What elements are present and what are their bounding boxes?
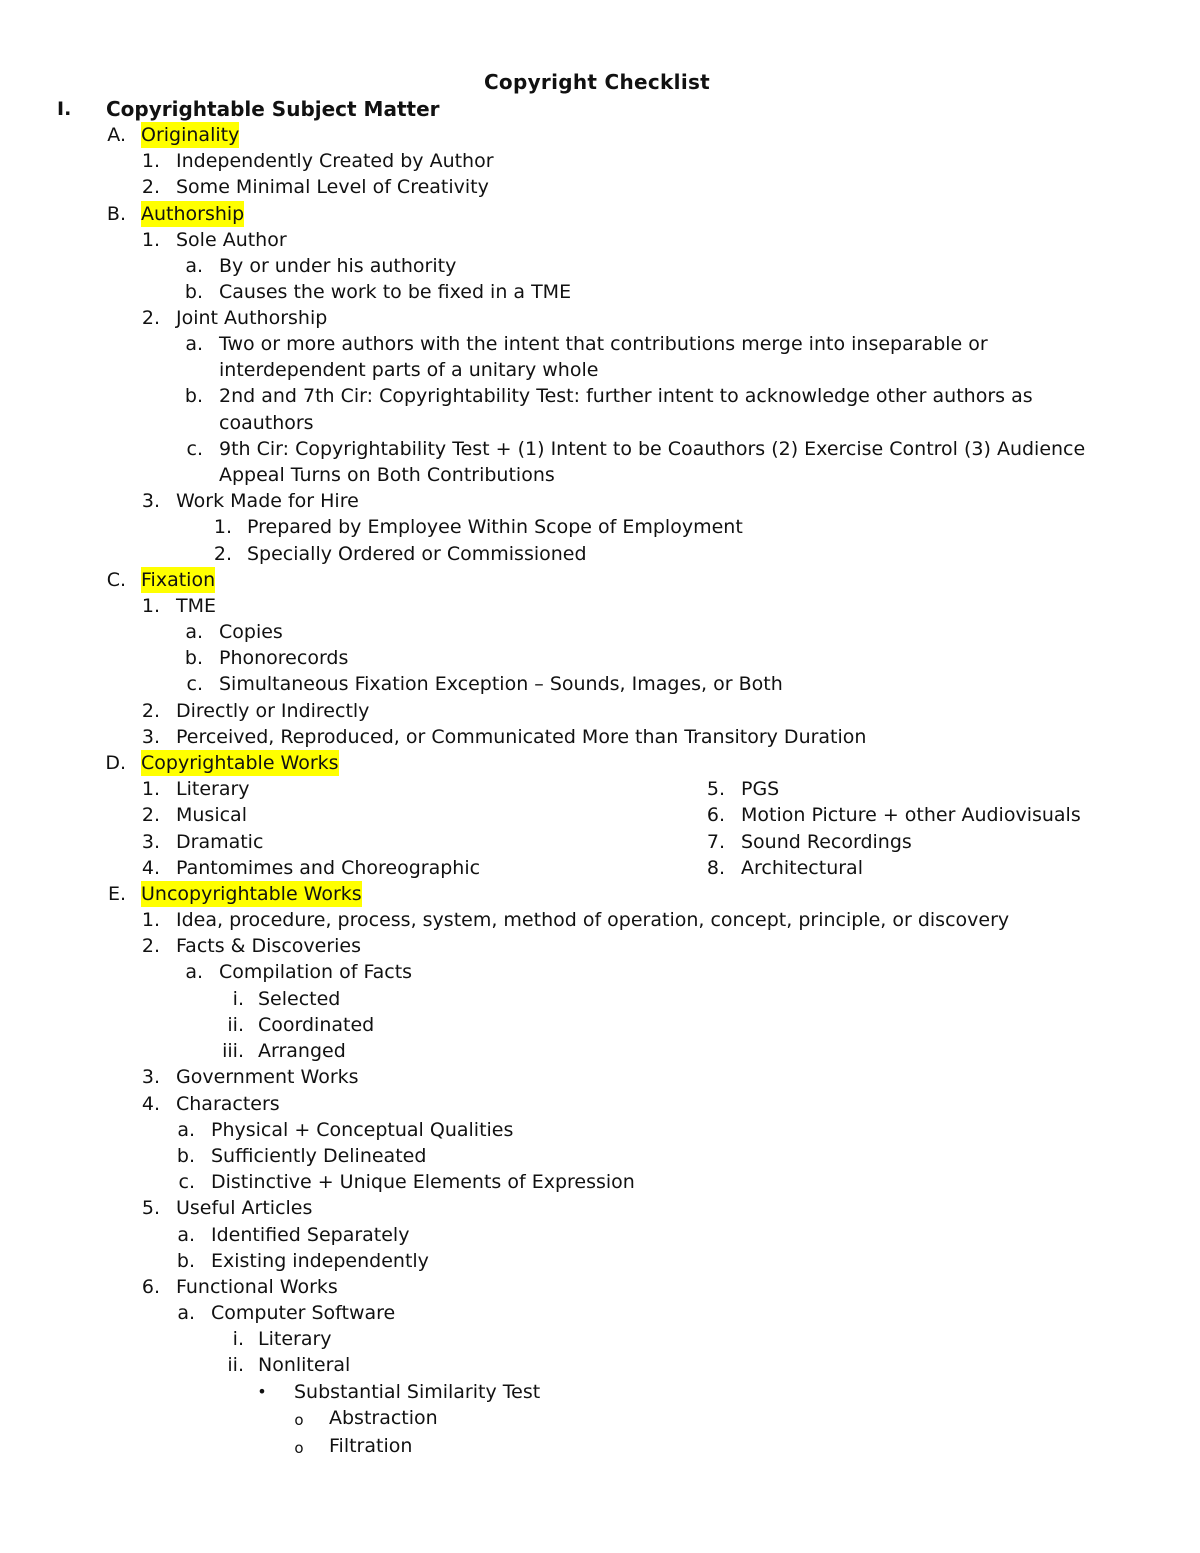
outline-marker: 5. — [706, 778, 725, 800]
outline-text: Literary — [258, 1328, 332, 1350]
outline-marker: 3. — [141, 726, 160, 748]
outline-marker: A. — [107, 124, 126, 146]
highlighted-heading: Originality — [141, 124, 240, 146]
outline-text: Directly or Indirectly — [176, 700, 370, 722]
outline-marker: 2. — [141, 307, 160, 329]
outline-text: Musical — [176, 804, 247, 826]
outline-marker: b. — [184, 385, 203, 407]
outline-text: Facts & Discoveries — [176, 935, 362, 957]
outline-text: Idea, procedure, process, system, method of operation, concept, principle, or discovery — [176, 909, 1010, 931]
outline-marker: b. — [184, 281, 203, 303]
outline-text: Computer Software — [211, 1302, 396, 1324]
outline-marker: 1. — [141, 150, 160, 172]
outline-marker: 1. — [141, 778, 160, 800]
outline-marker: C. — [106, 569, 126, 591]
outline-text: Some Minimal Level of Creativity — [176, 176, 489, 198]
outline-marker: 4. — [141, 857, 160, 879]
outline-marker: b. — [176, 1250, 195, 1272]
outline-marker: ii. — [227, 1014, 244, 1036]
outline-text: coauthors — [219, 412, 314, 434]
outline-text: Causes the work to be fixed in a TME — [219, 281, 572, 303]
outline-text: Prepared by Employee Within Scope of Employment — [247, 516, 743, 538]
outline-text: TME — [176, 595, 217, 617]
bullet-marker: o — [294, 1411, 304, 1429]
outline-text: Simultaneous Fixation Exception – Sounds, Images, or Both — [219, 673, 783, 695]
outline-text: Filtration — [329, 1435, 413, 1457]
outline-marker: a. — [177, 1302, 195, 1324]
outline-text: Characters — [176, 1093, 280, 1115]
outline-text: Two or more authors with the intent that contributions merge into inseparable or — [219, 333, 988, 355]
outline-marker: 2. — [213, 543, 232, 565]
outline-marker: 1. — [213, 516, 232, 538]
outline-text: 2nd and 7th Cir: Copyrightability Test: further intent to acknowledge other authors as — [219, 385, 1033, 407]
outline-text: Independently Created by Author — [176, 150, 494, 172]
outline-text: Government Works — [176, 1066, 359, 1088]
outline-marker: b. — [184, 647, 203, 669]
outline-text: Dramatic — [176, 831, 264, 853]
outline-marker: a. — [185, 333, 203, 355]
outline-text: Copies — [219, 621, 283, 643]
outline-marker: 2. — [141, 804, 160, 826]
outline-text: Specially Ordered or Commissioned — [247, 543, 587, 565]
bullet-marker: o — [294, 1439, 304, 1457]
highlighted-heading: Authorship — [141, 203, 245, 225]
outline-marker: 1. — [141, 595, 160, 617]
outline-text: Sole Author — [176, 229, 287, 251]
outline-marker: a. — [185, 255, 203, 277]
outline-text: Substantial Similarity Test — [294, 1381, 541, 1403]
outline-marker: 1. — [141, 229, 160, 251]
outline-text: Phonorecords — [219, 647, 349, 669]
outline-text: Literary — [176, 778, 250, 800]
outline-text: Motion Picture + other Audiovisuals — [741, 804, 1081, 826]
outline-marker: D. — [105, 752, 126, 774]
outline-text: PGS — [741, 778, 780, 800]
outline-text: Architectural — [741, 857, 863, 879]
outline-marker: 3. — [141, 831, 160, 853]
outline-text: Nonliteral — [258, 1354, 351, 1376]
outline-marker: E. — [107, 883, 126, 905]
outline-marker: 1. — [141, 909, 160, 931]
outline-text: Abstraction — [329, 1407, 438, 1429]
outline-marker: 5. — [141, 1197, 160, 1219]
outline-text: Arranged — [258, 1040, 346, 1062]
outline-text: Sound Recordings — [741, 831, 912, 853]
outline-text: interdependent parts of a unitary whole — [219, 359, 599, 381]
outline-marker: 2. — [141, 700, 160, 722]
outline-marker: 6. — [141, 1276, 160, 1298]
outline-text: Work Made for Hire — [176, 490, 359, 512]
outline-marker: a. — [177, 1119, 195, 1141]
outline-marker: c. — [186, 673, 203, 695]
outline-text: Perceived, Reproduced, or Communicated More than Transitory Duration — [176, 726, 867, 748]
outline-marker: 6. — [706, 804, 725, 826]
outline-marker: a. — [185, 621, 203, 643]
outline-marker: 7. — [706, 831, 725, 853]
outline-marker: b. — [176, 1145, 195, 1167]
page-title: Copyright Checklist — [483, 70, 711, 94]
outline-marker: I. — [57, 98, 72, 120]
outline-text: Sufficiently Delineated — [211, 1145, 427, 1167]
outline-text: Existing independently — [211, 1250, 429, 1272]
outline-heading-text: Copyrightable Subject Matter — [106, 97, 440, 121]
outline-marker: 2. — [141, 176, 160, 198]
outline-marker: i. — [232, 988, 244, 1010]
outline-marker: c. — [178, 1171, 195, 1193]
outline-marker: 3. — [141, 1066, 160, 1088]
outline-marker: 4. — [141, 1093, 160, 1115]
outline-text: 9th Cir: Copyrightability Test + (1) Intent to be Coauthors (2) Exercise Control (3) Audience — [219, 438, 1086, 460]
outline-text: Functional Works — [176, 1276, 338, 1298]
outline-text: Coordinated — [258, 1014, 375, 1036]
outline-text: Compilation of Facts — [219, 961, 413, 983]
outline-marker: iii. — [222, 1040, 244, 1062]
outline-text: Joint Authorship — [176, 307, 328, 329]
outline-marker: a. — [185, 961, 203, 983]
outline-text: Pantomimes and Choreographic — [176, 857, 481, 879]
outline-marker: c. — [186, 438, 203, 460]
outline-marker: 8. — [706, 857, 725, 879]
highlighted-heading: Copyrightable Works — [141, 752, 339, 774]
outline-text: Selected — [258, 988, 341, 1010]
outline-marker: 2. — [141, 935, 160, 957]
bullet-marker: • — [257, 1382, 267, 1401]
outline-text: By or under his authority — [219, 255, 457, 277]
highlighted-heading: Fixation — [141, 569, 216, 591]
outline-text: Distinctive + Unique Elements of Expression — [211, 1171, 635, 1193]
outline-marker: 3. — [141, 490, 160, 512]
outline-marker: B. — [106, 203, 126, 225]
highlighted-heading: Uncopyrightable Works — [141, 883, 362, 905]
outline-marker: ii. — [227, 1354, 244, 1376]
outline-marker: i. — [232, 1328, 244, 1350]
outline-text: Useful Articles — [176, 1197, 313, 1219]
outline-marker: a. — [177, 1224, 195, 1246]
outline-text: Physical + Conceptual Qualities — [211, 1119, 514, 1141]
outline-text: Appeal Turns on Both Contributions — [219, 464, 555, 486]
outline-text: Identified Separately — [211, 1224, 410, 1246]
